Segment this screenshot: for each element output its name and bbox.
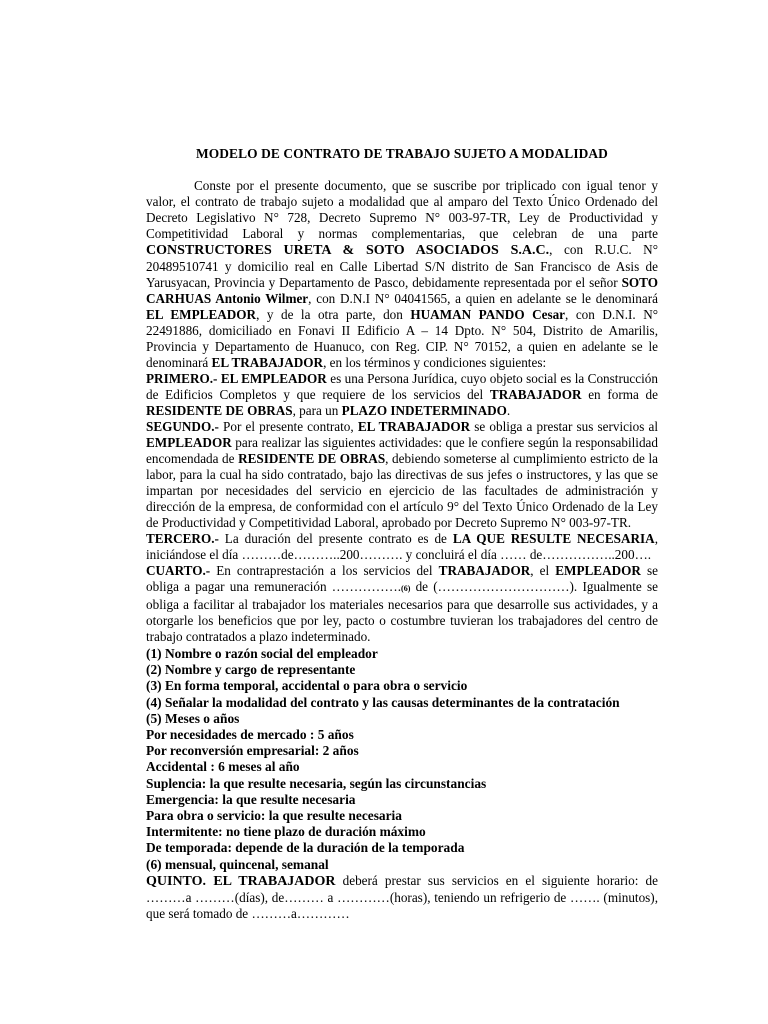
- clause-cuarto-text-4: de (…………………………). Igualmente se obliga a facilitar al trabajador los materiales necesarios para que desarrolle sus actividades, y a otorgarle los beneficios que por ley, pacto o costumbre tuvieran los trabajadores del centro de trabajo contratados a plazo indeterminado.: [146, 579, 658, 644]
- clause-segundo-bold-2: EMPLEADOR: [146, 435, 232, 450]
- clause-cuarto-text-1: En contraprestación a los servicios del: [210, 563, 439, 578]
- intro-text-1: Conste por el presente documento, que se suscribe por triplicado con igual tenor y valor, el contrato de trabajo sujeto a modalidad que al amparo del Texto Único Ordenado del Decreto Legislativo N° 728, Decreto Supremo N° 003-97-TR, Ley de Productividad y Competitividad Laboral y normas complementarias, que celebran de una parte: [146, 178, 658, 241]
- clause-primero-heading: PRIMERO.- EL EMPLEADOR: [146, 371, 327, 386]
- intro-text-4: , y de la otra parte, don: [256, 307, 411, 322]
- company-name: CONSTRUCTORES URETA & SOTO ASOCIADOS S.A.C.: [146, 243, 550, 258]
- clause-cuarto-text-3: se obliga a pagar una remuneración …………….: [146, 563, 658, 594]
- clause-tercero-text-2: , iniciándose el día ………de………..200………. y concluirá el día …… de……………..200….: [146, 531, 658, 562]
- clause-cuarto-bold-1: TRABAJADOR: [438, 563, 531, 578]
- intro-text-2: , con R.U.C. N° 20489510741 y domicilio real en Calle Libertad S/N distrito de San Francisco de Asis de Yarusyacan, Provincia y Departamento de Pasco, debidamente representada por el señor: [146, 242, 658, 290]
- clause-primero-bold-3: PLAZO INDETERMINADO: [341, 403, 507, 418]
- note-item: Por reconversión empresarial: 2 años: [146, 743, 359, 759]
- note-item: Por necesidades de mercado : 5 años: [146, 727, 354, 743]
- clause-primero: [146, 371, 658, 419]
- clause-tercero-heading: TERCERO.-: [146, 531, 219, 546]
- clause-segundo-text-3: para realizar las siguientes actividades: que le confiere según la responsabilidad encomendada de: [146, 435, 658, 466]
- clause-quinto: [146, 873, 658, 922]
- note-item: De temporada: depende de la duración de la temporada: [146, 840, 465, 856]
- note-item: (5) Meses o años: [146, 710, 240, 726]
- clause-cuarto: [146, 563, 658, 645]
- clause-segundo-text-2: se obliga a prestar sus servicios al: [470, 419, 658, 434]
- clause-primero-text-4: .: [506, 403, 511, 418]
- clause-segundo-text-4: , debiendo someterse al cumplimiento estricto de la labor, para la cual ha sido contratado, bajo las directivas de sus jefes o instructores, y las que se impartan por necesidades del servicio en ejercicio de las facultades de administración y dirección de la empresa, de conformidad con el artículo 9° del Texto Único Ordenado de la Ley de Productividad y Competitividad Laboral, aprobado por Decreto Supremo N° 003-97-TR.: [146, 451, 658, 530]
- intro-text-6: , en los términos y condiciones siguientes:: [323, 355, 547, 370]
- clause-quinto-text-1: deberá prestar sus servicios en el siguiente horario: de ………a ………(días), de……… a …………(horas), teniendo un refrigerio de ……. (minutos), que será tomado de ………a…………: [146, 872, 658, 921]
- clause-segundo-heading: SEGUNDO.-: [146, 419, 219, 434]
- note-item: (1) Nombre o razón social del empleador: [146, 646, 378, 661]
- note-item: Accidental : 6 meses al año: [146, 759, 300, 775]
- note-item: Suplencia: la que resulte necesaria, según las circunstancias: [146, 775, 487, 791]
- worker-name: HUAMAN PANDO Cesar: [410, 307, 566, 322]
- clause-segundo-bold-3: RESIDENTE DE OBRAS: [238, 451, 386, 466]
- clause-segundo: [146, 419, 658, 531]
- clause-primero-bold-1: TRABAJADOR: [489, 387, 582, 402]
- note-item: Intermitente: no tiene plazo de duración máximo: [146, 824, 426, 840]
- clause-quinto-heading: QUINTO. EL TRABAJADOR: [146, 873, 336, 889]
- document-page: [146, 146, 658, 922]
- note-item: (4) Señalar la modalidad del contrato y las causas determinantes de la contratación: [146, 694, 620, 710]
- clause-tercero-text-1: La duración del presente contrato es de: [218, 531, 453, 546]
- note-item: Para obra o servicio: la que resulte necesaria: [146, 808, 402, 824]
- note-item: Emergencia: la que resulte necesaria: [146, 791, 356, 807]
- clause-primero-bold-2: RESIDENTE DE OBRAS: [146, 403, 293, 418]
- clause-primero-text-3: , para un: [292, 403, 342, 418]
- clause-primero-text-1: es una Persona Jurídica, cuyo objeto social es la Construcción de Edificios Completos y que requiere de los servicios del: [146, 371, 658, 402]
- footnote-ref-6: (6): [401, 584, 411, 593]
- note-item: (6) mensual, quincenal, semanal: [146, 856, 329, 872]
- notes-list: [146, 646, 658, 873]
- intro-text-3: , con D.N.I N° 04041565, a quien en adelante se le denominará: [308, 291, 658, 306]
- representative-name: SOTO CARHUAS Antonio Wilmer: [146, 275, 658, 306]
- clause-segundo-bold-1: EL TRABAJADOR: [357, 419, 471, 434]
- clause-cuarto-bold-2: EMPLEADOR: [555, 563, 641, 578]
- worker-term: EL TRABAJADOR: [211, 355, 324, 370]
- clause-cuarto-text-2: , el: [530, 563, 556, 578]
- clause-primero-text-2: en forma de: [581, 387, 658, 402]
- clause-cuarto-heading: CUARTO.-: [146, 563, 211, 578]
- note-item: (3) En forma temporal, accidental o para obra o servicio: [146, 678, 468, 694]
- document-title: MODELO DE CONTRATO DE TRABAJO SUJETO A MODALIDAD: [196, 146, 608, 161]
- clause-segundo-text-1: Por el presente contrato,: [218, 419, 358, 434]
- note-item: (2) Nombre y cargo de representante: [146, 662, 356, 678]
- clause-tercero: [146, 531, 658, 563]
- employer-term: EL EMPLEADOR: [146, 307, 257, 322]
- intro-paragraph: [146, 178, 658, 371]
- intro-text-5: , con D.N.I. N° 22491886, domiciliado en Fonavi II Edificio A – 14 Dpto. N° 504, Distrito de Amarilis, Provincia y Departamento de Huanuco, con Reg. CIP. N° 70152, a quien en adelante se le denominará: [146, 307, 658, 370]
- clause-tercero-bold-1: LA QUE RESULTE NECESARIA: [452, 531, 655, 546]
